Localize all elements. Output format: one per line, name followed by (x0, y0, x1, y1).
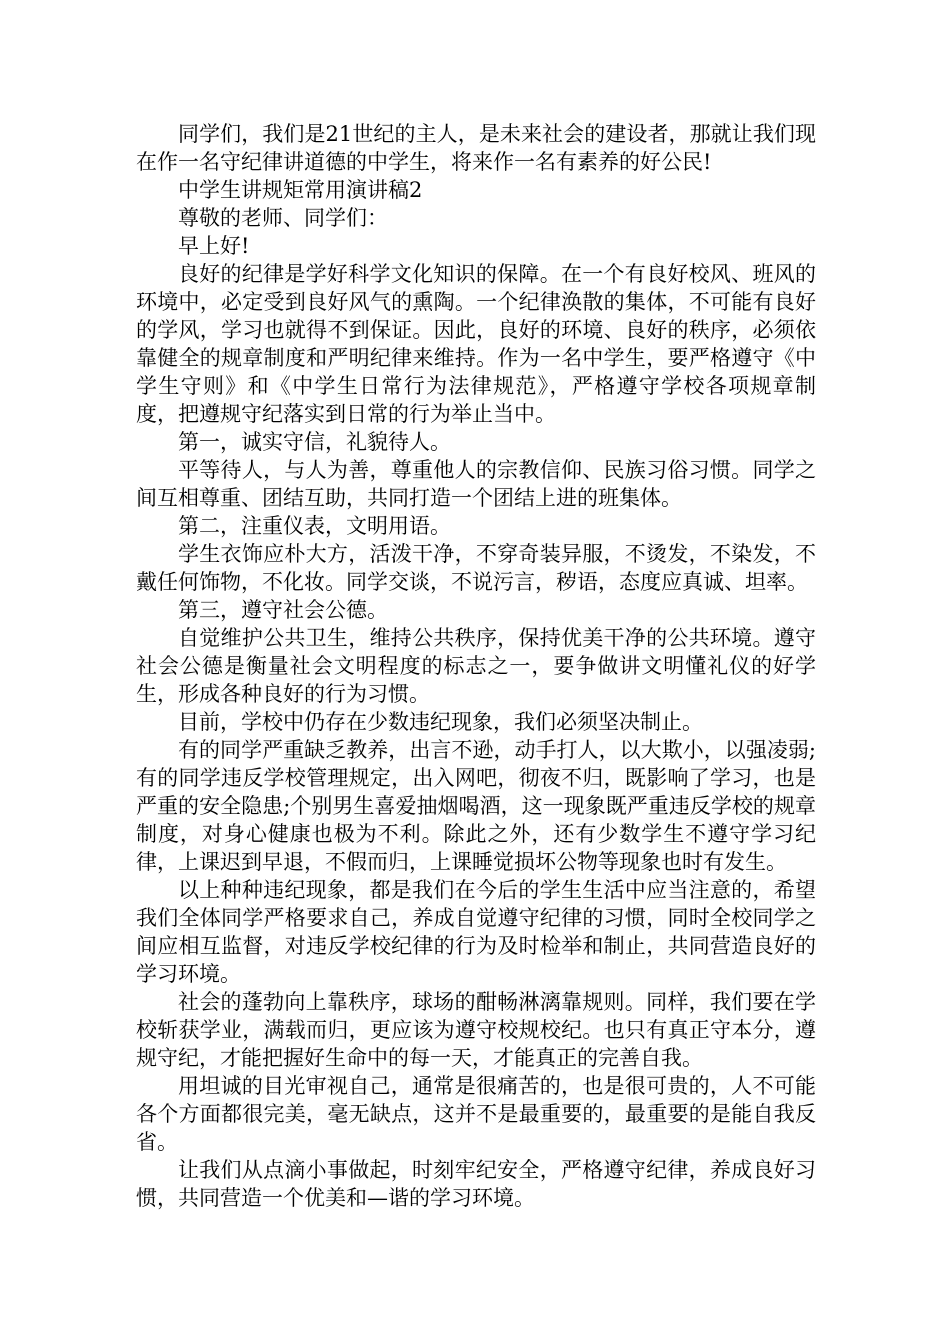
paragraph-violations: 有的同学严重缺乏教养，出言不逊，动手打人，以大欺小，以强凌弱;有的同学违反学校管理规定，出入网吧，彻夜不归，既影响了学习，也是严重的安全隐患;个别男生喜爱抽烟喝酒，这一现象既严重违反学校的规章制度，对身心健康也极为不利。除此之外，还有少数学生不遵守学习纪律，上课迟到早退，不假而归，上课睡觉损坏公物等现象也时有发生。 (136, 738, 816, 874)
paragraph-expectations: 以上种种违纪现象，都是我们在今后的学生生活中应当注意的，希望我们全体同学严格要求自己，养成自觉遵守纪律的习惯，同时全校同学之间应相互监督，对违反学校纪律的行为及时检举和制止，共同营造良好的学习环境。 (136, 878, 816, 986)
paragraph-respect: 平等待人，与人为善，尊重他人的宗教信仰、民族习俗习惯。同学之间互相尊重、团结互助，共同打造一个团结上进的班集体。 (136, 458, 816, 510)
salutation: 尊敬的老师、同学们： (178, 206, 388, 230)
paragraph-appearance: 学生衣饰应朴大方，活泼干净，不穿奇装异服，不烫发，不染发，不戴任何饰物，不化妆。同学交谈，不说污言，秽语，态度应真诚、坦率。 (136, 542, 816, 594)
paragraph-order-rules: 社会的蓬勃向上靠秩序，球场的酣畅淋漓靠规则。同样，我们要在学校斩获学业，满载而归，更应该为遵守校规校纪。也只有真正守本分，遵规守纪，才能把握好生命中的每一天，才能真正的完善自我。 (136, 990, 816, 1070)
section-heading-second: 第二，注重仪表，文明用语。 (178, 514, 451, 538)
paragraph-current-situation: 目前，学校中仍存在少数违纪现象，我们必须坚决制止。 (178, 710, 703, 734)
paragraph-public-morality: 自觉维护公共卫生，维持公共秩序，保持优美干净的公共环境。遵守社会公德是衡量社会文明程度的标志之一，要争做讲文明懂礼仪的好学生，形成各种良好的行为习惯。 (136, 626, 816, 706)
greeting: 早上好! (178, 234, 250, 258)
paragraph-self-reflection: 用坦诚的目光审视自己，通常是很痛苦的，也是很可贵的，人不可能各个方面都很完美，毫无缺点，这并不是最重要的，最重要的是能自我反省。 (136, 1074, 816, 1154)
section-heading-first: 第一，诚实守信，礼貌待人。 (178, 430, 451, 454)
paragraph-closing-appeal: 同学们，我们是21世纪的主人，是未来社会的建设者，那就让我们现在作一名守纪律讲道德的中学生，将来作一名有素养的好公民! (136, 122, 816, 174)
document-body (136, 120, 816, 1212)
paragraph-discipline-intro: 良好的纪律是学好科学文化知识的保障。在一个有良好校风、班风的环境中，必定受到良好风气的熏陶。一个纪律涣散的集体，不可能有良好的学风，学习也就得不到保证。因此，良好的环境、良好的秩序，必须依靠健全的规章制度和严明纪律来维持。作为一名中学生，要严格遵守《中学生守则》和《中学生日常行为法律规范》，严格遵守学校各项规章制度，把遵规守纪落实到日常的行为举止当中。 (136, 262, 816, 426)
section-heading-third: 第三，遵守社会公德。 (178, 598, 388, 622)
speech-title: 中学生讲规矩常用演讲稿2 (178, 178, 423, 202)
paragraph-conclusion: 让我们从点滴小事做起，时刻牢纪安全，严格遵守纪律，养成良好习惯，共同营造一个优美和—谐的学习环境。 (136, 1158, 816, 1210)
